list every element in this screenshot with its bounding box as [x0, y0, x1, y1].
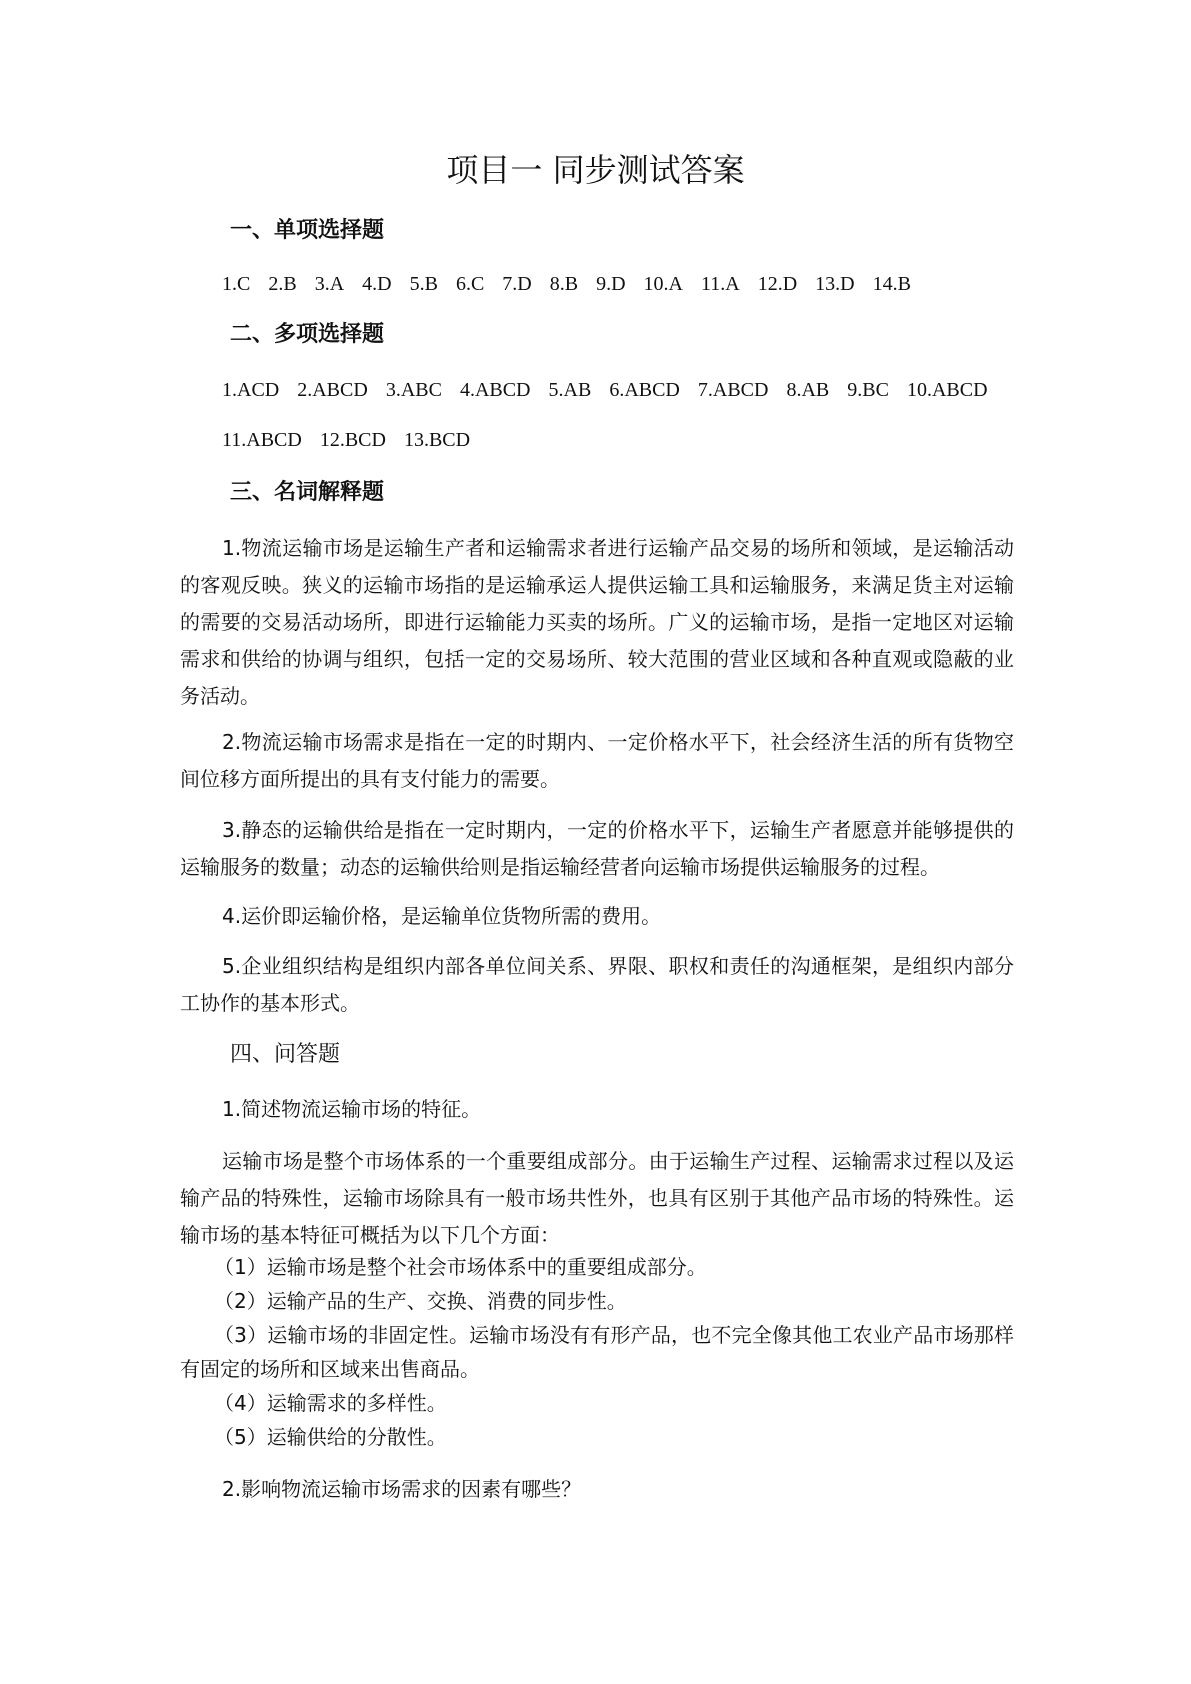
definition-paragraph: 5.企业组织结构是组织内部各单位间关系、界限、职权和责任的沟通框架，是组织内部分工协作的基本形式。: [180, 954, 1014, 1015]
definition-paragraph: 1.物流运输市场是运输生产者和运输需求者进行运输产品交易的场所和领域，是运输活动的客观反映。狭义的运输市场指的是运输承运人提供运输工具和运输服务，来满足货主对运输的需要的交易活动场所，即进行运输能力买卖的场所。广义的运输市场，是指一定地区对运输需求和供给的协调与组织，包括一定的交易场所、较大范围的营业区域和各种直观或隐蔽的业务活动。: [180, 536, 1014, 708]
answer-item: 3.A: [314, 273, 345, 295]
question-1-point: （5）运输供给的分散性。: [214, 1425, 447, 1449]
single-choice-answers: [222, 270, 929, 298]
question-2: 2.影响物流运输市场需求的因素有哪些？: [222, 1477, 582, 1501]
answer-item: 9.BC: [847, 379, 889, 401]
answer-item: 4.D: [362, 273, 392, 295]
definition-paragraph: 2.物流运输市场需求是指在一定的时期内、一定价格水平下，社会经济生活的所有货物空间位移方面所提出的具有支付能力的需要。: [180, 730, 1014, 791]
answer-item: 7.D: [502, 273, 532, 295]
definition-paragraph: 4.运价即运输价格，是运输单位货物所需的费用。: [222, 904, 662, 928]
answer-item: 5.AB: [548, 379, 592, 401]
section-heading-term-definitions: 三、名词解释题: [230, 480, 385, 505]
answer-item: 8.B: [549, 273, 579, 295]
answer-item: 1.C: [222, 273, 251, 295]
answer-item: 11.ABCD: [222, 429, 302, 451]
answer-item: 4.ABCD: [459, 379, 531, 401]
answer-item: 13.BCD: [403, 429, 471, 451]
answer-item: 2.B: [268, 273, 297, 295]
question-1: 1.简述物流运输市场的特征。: [222, 1097, 482, 1121]
answer-item: 10.A: [643, 273, 683, 295]
answer-item: 14.B: [872, 273, 911, 295]
question-1-point: （1）运输市场是整个社会市场体系中的重要组成部分。: [214, 1255, 707, 1279]
multiple-choice-answers-line1: [222, 376, 1006, 404]
answer-item: 5.B: [409, 273, 438, 295]
answer-item: 12.BCD: [319, 429, 386, 451]
definition-paragraph: 3.静态的运输供给是指在一定时期内，一定的价格水平下，运输生产者愿意并能够提供的运输服务的数量；动态的运输供给则是指运输经营者向运输市场提供运输服务的过程。: [180, 818, 1014, 879]
section-heading-multiple-choice: 二、多项选择题: [230, 322, 385, 347]
section-heading-single-choice: 一、单项选择题: [230, 218, 385, 243]
question-1-point: （3）运输市场的非固定性。运输市场没有有形产品，也不完全像其他工农业产品市场那样有固定的场所和区域来出售商品。: [180, 1323, 1014, 1381]
answer-item: 1.ACD: [222, 379, 280, 401]
answer-item: 13.D: [815, 273, 855, 295]
page-title: 项目一 同步测试答案: [446, 151, 745, 189]
answer-item: 6.C: [455, 273, 485, 295]
question-1-point: （2）运输产品的生产、交换、消费的同步性。: [214, 1289, 627, 1313]
multiple-choice-answers-line2: [222, 426, 488, 454]
answer-item: 12.D: [757, 273, 798, 295]
question-1-intro: 运输市场是整个市场体系的一个重要组成部分。由于运输生产过程、运输需求过程以及运输产品的特殊性，运输市场除具有一般市场共性外，也具有区别于其他产品市场的特殊性。运输市场的基本特征可概括为以下几个方面：: [180, 1149, 1014, 1247]
question-1-point: （4）运输需求的多样性。: [214, 1391, 447, 1415]
answer-item: 8.AB: [786, 379, 830, 401]
answer-item: 2.ABCD: [297, 379, 368, 401]
answer-item: 11.A: [700, 273, 740, 295]
answer-item: 7.ABCD: [697, 379, 769, 401]
answer-item: 10.ABCD: [906, 379, 988, 401]
section-heading-qa: 四、问答题: [230, 1042, 341, 1067]
answer-item: 6.ABCD: [609, 379, 680, 401]
answer-item: 9.D: [596, 273, 626, 295]
answer-item: 3.ABC: [385, 379, 442, 401]
